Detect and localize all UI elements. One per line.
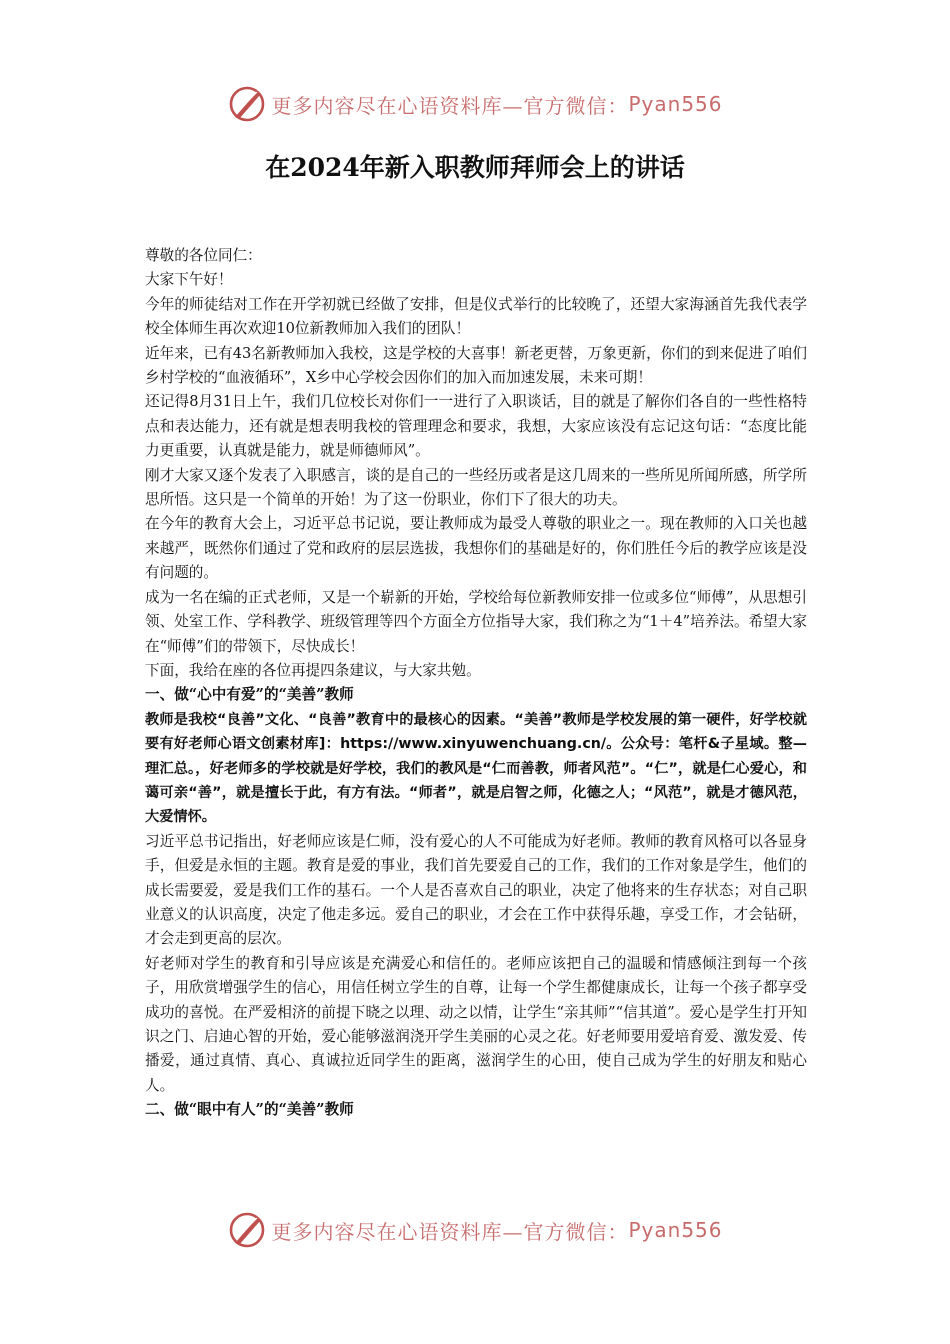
banner-text: 更多内容尽在心语资料库—官方微信： — [271, 1219, 629, 1244]
document-title: 在2024年新入职教师拜师会上的讲话 — [265, 153, 685, 182]
paragraph: 习近平总书记指出，好老师应该是仁师，没有爱心的人不可能成为好老师。教师的教育风格可以各显身手，但爱是永恒的主题。教育是爱的事业，我们首先要爱自己的工作，我们的工作对象是学生，他们的成长需要爱，爱是我们工作的基石。一个人是否喜欢自己的职业，决定了他将来的生存状态；对自己职业意义的认识高度，决定了他走多远。爱自己的职业，才会在工作中获得乐趣，享受工作，才会钻研，才会走到更高的层次。 — [145, 832, 807, 948]
quill-pen-logo-icon — [227, 1210, 267, 1250]
header-watermark-banner — [0, 82, 950, 126]
document-body — [145, 244, 807, 1123]
footer-watermark-banner — [0, 1208, 950, 1252]
paragraph: 还记得8月31日上午，我们几位校长对你们一一进行了入职谈话，目的就是了解你们各自的一些性格特点和表达能力，还有就是想表明我校的管理理念和要求，我想，大家应该没有忘记这句话：“态度比能力更重要，认真就是能力，就是师德师风”。 — [145, 393, 807, 460]
greeting: 大家下午好！ — [145, 271, 233, 289]
banner-text: 更多内容尽在心语资料库—官方微信： — [271, 93, 629, 118]
paragraph: 好老师对学生的教育和引导应该是充满爱心和信任的。老师应该把自己的温暖和情感倾注到每一个孩子，用欣赏增强学生的信心，用信任树立学生的自尊，让每一个学生都健康成长，让每一个孩子都享受成功的喜悦。在严爱相济的前提下晓之以理、动之以情，让学生“亲其师”“信其道”。爱心是学生打开知识之门、启迪心智的开始，爱心能够滋润浇开学生美丽的心灵之花。好老师要用爱培育爱、激发爱、传播爱，通过真情、真心、真诚拉近同学生的距离，滋润学生的心田，使自己成为学生的好朋友和贴心人。 — [145, 954, 807, 1094]
paragraph: 近年来，已有43名新教师加入我校，这是学校的大喜事！新老更替，万象更新，你们的到来促进了咱们乡村学校的“血液循环”，X乡中心学校会因你们的加入而加速发展，未来可期！ — [145, 344, 807, 387]
paragraph: 今年的师徒结对工作在开学初就已经做了安排，但是仪式举行的比较晚了，还望大家海涵首先我代表学校全体师生再次欢迎10位新教师加入我们的团队！ — [145, 295, 807, 338]
section-heading-1: 一、做“心中有爱”的“美善”教师 — [145, 686, 354, 704]
bold-paragraph: 教师是我校“良善”文化、“良善”教育中的最核心的因素。“美善”教师是学校发展的第一硬件，好学校就要有好老师心语文创素材库]：https://www.xinyuwenchuang.cn/。公众号：笔杆&子星域。整—理汇总。，好老师多的学校就是好学校，我们的教风是“仁而善教，师者风范”。“仁”，就是仁心爱心，和蔼可亲“善”，就是擅长于此，有方有法。“师者”，就是启智之师，化德之人；“风范”，就是才德风范，大爱情怀。 — [145, 711, 807, 826]
banner-wechat-id: Pyan556 — [628, 92, 723, 116]
paragraph: 刚才大家又逐个发表了入职感言，谈的是自己的一些经历或者是这几周来的一些所见所闻所感，所学所思所悟。这只是一个简单的开始！为了这一份职业，你们下了很大的功夫。 — [145, 466, 807, 509]
paragraph: 成为一名在编的正式老师，又是一个崭新的开始，学校给每位新教师安排一位或多位“师傅”，从思想引领、处室工作、学科教学、班级管理等四个方面全方位指导大家，我们称之为“1＋4”培养法。希望大家在“师傅”们的带领下，尽快成长！ — [145, 588, 807, 655]
section-heading-2: 二、做“眼中有人”的“美善”教师 — [145, 1101, 354, 1119]
paragraph: 下面，我给在座的各位再提四条建议，与大家共勉。 — [145, 661, 481, 679]
salutation: 尊敬的各位同仁： — [145, 247, 262, 264]
banner-wechat-id: Pyan556 — [628, 1218, 723, 1242]
quill-pen-logo-icon — [227, 84, 267, 124]
paragraph: 在今年的教育大会上，习近平总书记说，要让教师成为最受人尊敬的职业之一。现在教师的入口关也越来越严，既然你们通过了党和政府的层层选拔，我想你们的基础是好的，你们胜任今后的教学应该是没有问题的。 — [145, 515, 807, 582]
